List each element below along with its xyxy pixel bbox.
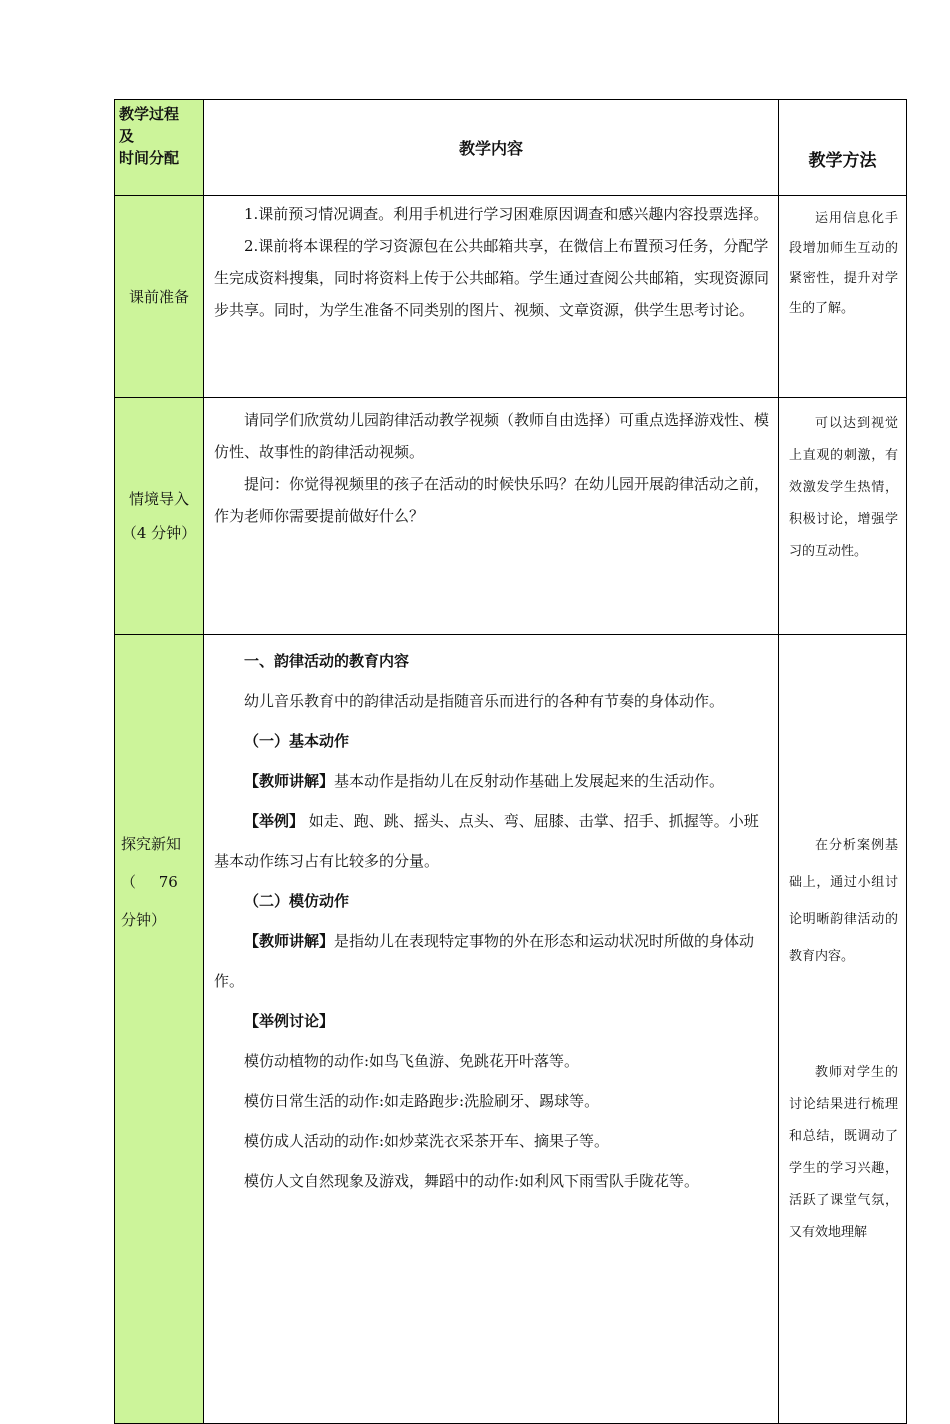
stage-label: 课前准备 [128,287,189,306]
list-item: 模仿日常生活的动作:如走路跑步:洗脸刷牙、踢球等。 [244,1092,600,1110]
method-text: 运用信息化手段增加师生互动的紧密性，提升对学生的了解。 [789,211,898,316]
header-content: 教学内容 [204,100,779,196]
header-process-time [115,100,204,196]
method-text: 教师对学生的讨论结果进行梳理和总结，既调动了学生的学习兴趣，活跃了课堂气氛，又有效地理解 [789,1065,898,1240]
subsection-title: （一）基本动作 [244,732,350,750]
content-paragraph [214,801,772,881]
content-preparation [204,196,779,398]
header-row [115,100,907,196]
content-paragraph: 幼儿音乐教育中的韵律活动是指随音乐而进行的各种有节奏的身体动作。 [244,692,725,710]
lecture-tag: 【教师讲解】 [244,772,335,790]
content-paragraph [214,921,772,1001]
header-process-label: 教学过程 [119,105,180,123]
row-exploration [115,635,907,1424]
stage-exploration [115,635,204,1424]
list-item: 模仿成人活动的动作:如炒菜洗衣采茶开车、摘果子等。 [244,1132,610,1150]
header-and-label: 及 [119,127,135,145]
content-paragraph: 2.课前将本课程的学习资源包在公共邮箱共享，在微信上布置预习任务，分配学生完成资料搜集，同时将资料上传于公共邮箱。学生通过查阅公共邮箱，实现资源同步共享。同时，为学生准备不同类别的图片、视频、文章资源，供学生思考讨论。 [214,237,770,319]
example-tag: 【举例】 [244,812,305,830]
stage-time: （4 分钟） [121,524,197,542]
stage-preparation [115,196,204,398]
discussion-tag: 【举例讨论】 [244,1012,335,1030]
list-item: 模仿人文自然现象及游戏，舞蹈中的动作:如利风下雨雪队手陇花等。 [244,1172,700,1190]
lesson-plan-table [114,99,907,1424]
content-paragraph: 请同学们欣赏幼儿园韵律活动教学视频（教师自由选择）可重点选择游戏性、模仿性、故事性的韵律活动视频。 [214,411,770,461]
method-text: 可以达到视觉上直观的刺激，有效激发学生热情，积极讨论，增强学习的互动性。 [789,416,898,559]
stage-label: 情境导入 [128,490,189,508]
stage-label: 探究新知 [121,835,182,853]
content-introduction [204,398,779,635]
row-preparation [115,196,907,398]
method-exploration [779,635,907,1424]
content-paragraph: 1.课前预习情况调查。利用手机进行学习困难原因调查和感兴趣内容投票选择。 [244,205,769,223]
content-paragraph: 提问：你觉得视频里的孩子在活动的时候快乐吗？在幼儿园开展韵律活动之前，作为老师你需要提前做好什么？ [214,475,770,525]
stage-time: （ 76 分钟） [121,873,178,929]
lecture-text: 是指幼儿在表现特定事物的外在形态和运动状况时所做的身体动作。 [214,932,755,990]
content-paragraph [214,761,772,801]
list-item: 模仿动植物的动作:如鸟飞鱼游、免跳花开叶落等。 [244,1052,580,1070]
row-introduction [115,398,907,635]
header-method: 教学方法 [779,100,907,196]
method-preparation [779,196,907,398]
lecture-text: 基本动作是指幼儿在反射动作基础上发展起来的生活动作。 [334,772,725,790]
method-text: 在分析案例基础上，通过小组讨论明晰韵律活动的教育内容。 [789,838,898,964]
method-introduction [779,398,907,635]
stage-introduction [115,398,204,635]
header-time-label: 时间分配 [119,149,180,167]
lecture-tag: 【教师讲解】 [244,932,335,950]
subsection-title: （二）模仿动作 [244,892,350,910]
content-exploration [204,635,779,1424]
section-title: 一、韵律活动的教育内容 [244,652,410,670]
example-text: 如走、跑、跳、摇头、点头、弯、屈膝、击掌、招手、抓握等。小班基本动作练习占有比较多的分量。 [214,812,759,870]
